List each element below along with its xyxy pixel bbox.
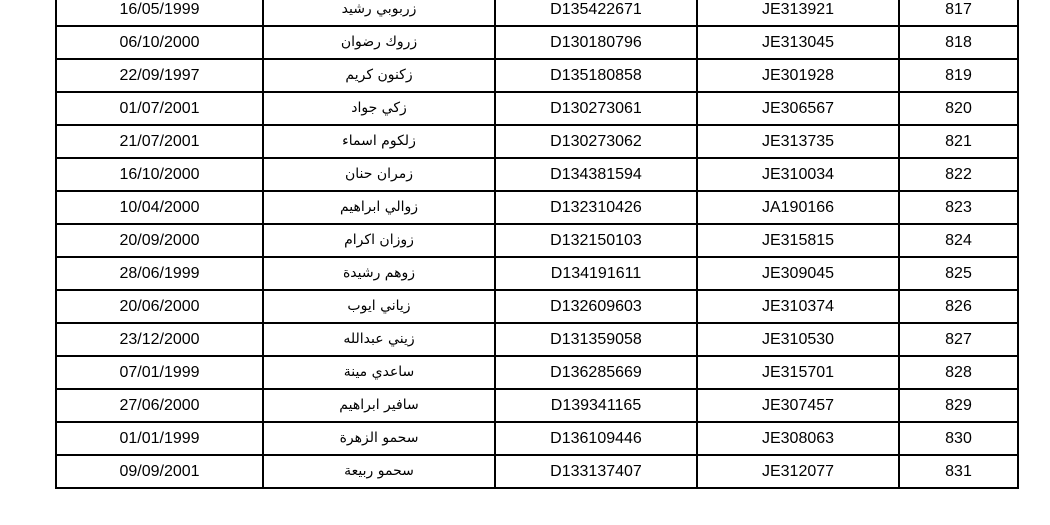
row-number-cell: 829	[899, 389, 1018, 422]
table-row	[56, 323, 1018, 356]
row-number-cell: 824	[899, 224, 1018, 257]
row-number-cell: 819	[899, 59, 1018, 92]
full-name-cell: سحمو ربيعة	[263, 455, 495, 488]
table-row	[56, 290, 1018, 323]
full-name-cell: زمران حنان	[263, 158, 495, 191]
student-id-cell: D133137407	[495, 455, 697, 488]
birth-date-cell: 28/06/1999	[56, 257, 263, 290]
full-name-cell: زوالي ابراهيم	[263, 191, 495, 224]
student-id-cell: D130273062	[495, 125, 697, 158]
code-cell: JE313045	[697, 26, 899, 59]
row-number-cell: 825	[899, 257, 1018, 290]
full-name-cell: زياني ايوب	[263, 290, 495, 323]
table-row	[56, 356, 1018, 389]
code-cell: JE312077	[697, 455, 899, 488]
full-name-cell: زكي جواد	[263, 92, 495, 125]
code-cell: JE310530	[697, 323, 899, 356]
row-number-cell: 831	[899, 455, 1018, 488]
table-row	[56, 389, 1018, 422]
birth-date-cell: 20/09/2000	[56, 224, 263, 257]
full-name-cell: زكنون كريم	[263, 59, 495, 92]
code-cell: JE308063	[697, 422, 899, 455]
table-row	[56, 257, 1018, 290]
code-cell: JE313921	[697, 0, 899, 26]
code-cell: JE301928	[697, 59, 899, 92]
student-id-cell: D135180858	[495, 59, 697, 92]
table-row	[56, 224, 1018, 257]
table-row	[56, 26, 1018, 59]
student-id-cell: D130273061	[495, 92, 697, 125]
full-name-cell: زلكوم اسماء	[263, 125, 495, 158]
full-name-cell: ساعدي مينة	[263, 356, 495, 389]
table-row	[56, 125, 1018, 158]
birth-date-cell: 22/09/1997	[56, 59, 263, 92]
birth-date-cell: 01/07/2001	[56, 92, 263, 125]
registry-table-body	[56, 0, 1018, 488]
table-row	[56, 422, 1018, 455]
row-number-cell: 826	[899, 290, 1018, 323]
birth-date-cell: 09/09/2001	[56, 455, 263, 488]
code-cell: JE309045	[697, 257, 899, 290]
birth-date-cell: 21/07/2001	[56, 125, 263, 158]
full-name-cell: زيني عبدالله	[263, 323, 495, 356]
student-id-cell: D136285669	[495, 356, 697, 389]
student-id-cell: D132310426	[495, 191, 697, 224]
code-cell: JE310374	[697, 290, 899, 323]
student-id-cell: D135422671	[495, 0, 697, 26]
table-row	[56, 455, 1018, 488]
code-cell: JE310034	[697, 158, 899, 191]
student-id-cell: D132609603	[495, 290, 697, 323]
row-number-cell: 818	[899, 26, 1018, 59]
code-cell: JA190166	[697, 191, 899, 224]
student-id-cell: D131359058	[495, 323, 697, 356]
student-id-cell: D132150103	[495, 224, 697, 257]
birth-date-cell: 27/06/2000	[56, 389, 263, 422]
table-row	[56, 59, 1018, 92]
full-name-cell: سافير ابراهيم	[263, 389, 495, 422]
birth-date-cell: 16/05/1999	[56, 0, 263, 26]
student-id-cell: D136109446	[495, 422, 697, 455]
registry-table	[55, 0, 1019, 489]
birth-date-cell: 16/10/2000	[56, 158, 263, 191]
birth-date-cell: 10/04/2000	[56, 191, 263, 224]
row-number-cell: 820	[899, 92, 1018, 125]
row-number-cell: 827	[899, 323, 1018, 356]
birth-date-cell: 06/10/2000	[56, 26, 263, 59]
code-cell: JE313735	[697, 125, 899, 158]
row-number-cell: 828	[899, 356, 1018, 389]
student-id-cell: D134381594	[495, 158, 697, 191]
code-cell: JE306567	[697, 92, 899, 125]
row-number-cell: 821	[899, 125, 1018, 158]
row-number-cell: 823	[899, 191, 1018, 224]
code-cell: JE315701	[697, 356, 899, 389]
birth-date-cell: 20/06/2000	[56, 290, 263, 323]
row-number-cell: 817	[899, 0, 1018, 26]
full-name-cell: سحمو الزهرة	[263, 422, 495, 455]
full-name-cell: زروك رضوان	[263, 26, 495, 59]
student-id-cell: D130180796	[495, 26, 697, 59]
row-number-cell: 830	[899, 422, 1018, 455]
student-id-cell: D134191611	[495, 257, 697, 290]
code-cell: JE307457	[697, 389, 899, 422]
table-row	[56, 0, 1018, 26]
full-name-cell: زربوبي رشيد	[263, 0, 495, 26]
table-row	[56, 158, 1018, 191]
table-row	[56, 92, 1018, 125]
code-cell: JE315815	[697, 224, 899, 257]
full-name-cell: زوهم رشيدة	[263, 257, 495, 290]
birth-date-cell: 01/01/1999	[56, 422, 263, 455]
birth-date-cell: 23/12/2000	[56, 323, 263, 356]
row-number-cell: 822	[899, 158, 1018, 191]
full-name-cell: زوزان اكرام	[263, 224, 495, 257]
student-id-cell: D139341165	[495, 389, 697, 422]
birth-date-cell: 07/01/1999	[56, 356, 263, 389]
table-row	[56, 191, 1018, 224]
registry-sheet	[55, 0, 1017, 489]
